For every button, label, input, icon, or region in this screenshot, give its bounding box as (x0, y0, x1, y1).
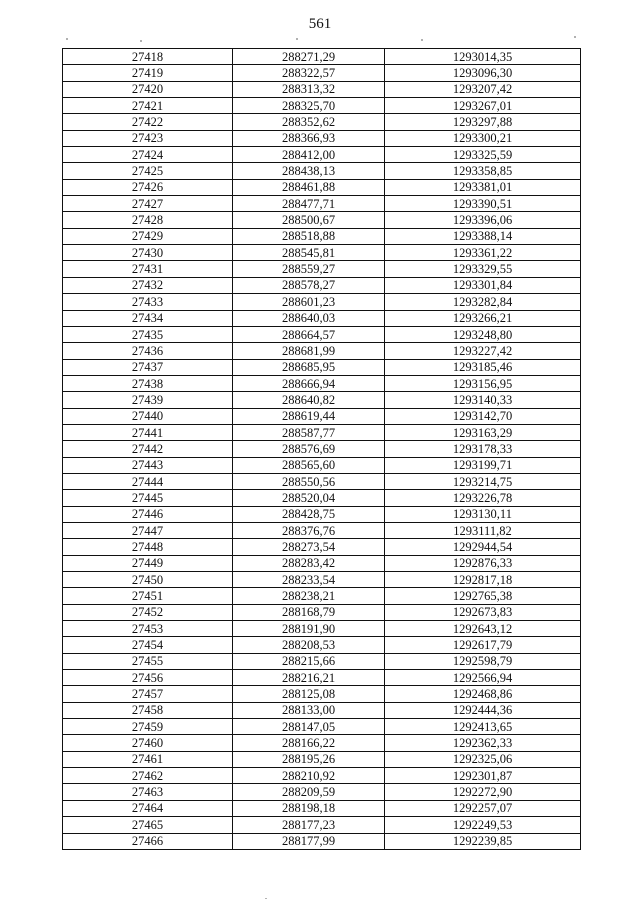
point-number-cell: 27446 (63, 506, 233, 522)
x-coordinate-cell: 288587,77 (233, 424, 385, 440)
table-row (63, 49, 581, 65)
y-coordinate-cell: 1292566,94 (385, 670, 581, 686)
point-number-cell: 27426 (63, 179, 233, 195)
table-row (63, 359, 581, 375)
x-coordinate-cell: 288550,56 (233, 473, 385, 489)
y-coordinate-cell: 1293178,33 (385, 441, 581, 457)
x-coordinate-cell: 288147,05 (233, 719, 385, 735)
point-number-cell: 27440 (63, 408, 233, 424)
y-coordinate-cell: 1293358,85 (385, 163, 581, 179)
x-coordinate-cell: 288352,62 (233, 114, 385, 130)
x-coordinate-cell: 288271,29 (233, 49, 385, 65)
y-coordinate-cell: 1292257,07 (385, 800, 581, 816)
table-row (63, 424, 581, 440)
table-row (63, 277, 581, 293)
y-coordinate-cell: 1292876,33 (385, 555, 581, 571)
x-coordinate-cell: 288685,95 (233, 359, 385, 375)
y-coordinate-cell: 1293226,78 (385, 490, 581, 506)
table-row (63, 621, 581, 637)
y-coordinate-cell: 1292598,79 (385, 653, 581, 669)
point-number-cell: 27455 (63, 653, 233, 669)
table-row (63, 604, 581, 620)
table-row (63, 686, 581, 702)
table-row (63, 572, 581, 588)
x-coordinate-cell: 288518,88 (233, 228, 385, 244)
point-number-cell: 27427 (63, 196, 233, 212)
scan-speck (66, 38, 68, 40)
table-row (63, 490, 581, 506)
table-row (63, 833, 581, 849)
y-coordinate-cell: 1293381,01 (385, 179, 581, 195)
y-coordinate-cell: 1293214,75 (385, 473, 581, 489)
y-coordinate-cell: 1293096,30 (385, 65, 581, 81)
point-number-cell: 27420 (63, 81, 233, 97)
y-coordinate-cell: 1293266,21 (385, 310, 581, 326)
x-coordinate-cell: 288233,54 (233, 572, 385, 588)
point-number-cell: 27436 (63, 343, 233, 359)
y-coordinate-cell: 1293325,59 (385, 147, 581, 163)
point-number-cell: 27452 (63, 604, 233, 620)
y-coordinate-cell: 1292413,65 (385, 719, 581, 735)
x-coordinate-cell: 288125,08 (233, 686, 385, 702)
x-coordinate-cell: 288238,21 (233, 588, 385, 604)
table-row (63, 751, 581, 767)
x-coordinate-cell: 288461,88 (233, 179, 385, 195)
table-row (63, 670, 581, 686)
point-number-cell: 27434 (63, 310, 233, 326)
y-coordinate-cell: 1293227,42 (385, 343, 581, 359)
y-coordinate-cell: 1292249,53 (385, 817, 581, 833)
y-coordinate-cell: 1293361,22 (385, 245, 581, 261)
y-coordinate-cell: 1292617,79 (385, 637, 581, 653)
table-row (63, 98, 581, 114)
table-row (63, 588, 581, 604)
point-number-cell: 27437 (63, 359, 233, 375)
y-coordinate-cell: 1292444,36 (385, 702, 581, 718)
x-coordinate-cell: 288313,32 (233, 81, 385, 97)
point-number-cell: 27444 (63, 473, 233, 489)
x-coordinate-cell: 288325,70 (233, 98, 385, 114)
point-number-cell: 27449 (63, 555, 233, 571)
point-number-cell: 27459 (63, 719, 233, 735)
table-row (63, 653, 581, 669)
point-number-cell: 27442 (63, 441, 233, 457)
table-row (63, 784, 581, 800)
y-coordinate-cell: 1292272,90 (385, 784, 581, 800)
x-coordinate-cell: 288428,75 (233, 506, 385, 522)
table-row (63, 522, 581, 538)
scan-speck (421, 39, 423, 41)
y-coordinate-cell: 1292239,85 (385, 833, 581, 849)
scan-speck (140, 40, 142, 42)
table-row (63, 212, 581, 228)
table-row (63, 179, 581, 195)
table-row (63, 539, 581, 555)
point-number-cell: 27421 (63, 98, 233, 114)
y-coordinate-cell: 1293111,82 (385, 522, 581, 538)
point-number-cell: 27435 (63, 326, 233, 342)
x-coordinate-cell: 288578,27 (233, 277, 385, 293)
y-coordinate-cell: 1293267,01 (385, 98, 581, 114)
x-coordinate-cell: 288545,81 (233, 245, 385, 261)
x-coordinate-cell: 288520,04 (233, 490, 385, 506)
x-coordinate-cell: 288438,13 (233, 163, 385, 179)
table-row (63, 702, 581, 718)
x-coordinate-cell: 288208,53 (233, 637, 385, 653)
x-coordinate-cell: 288565,60 (233, 457, 385, 473)
point-number-cell: 27422 (63, 114, 233, 130)
x-coordinate-cell: 288619,44 (233, 408, 385, 424)
x-coordinate-cell: 288500,67 (233, 212, 385, 228)
y-coordinate-cell: 1293014,35 (385, 49, 581, 65)
point-number-cell: 27443 (63, 457, 233, 473)
table-row (63, 245, 581, 261)
table-row (63, 457, 581, 473)
y-coordinate-cell: 1292944,54 (385, 539, 581, 555)
table-row (63, 735, 581, 751)
table-row (63, 375, 581, 391)
x-coordinate-cell: 288664,57 (233, 326, 385, 342)
point-number-cell: 27418 (63, 49, 233, 65)
y-coordinate-cell: 1293142,70 (385, 408, 581, 424)
x-coordinate-cell: 288177,99 (233, 833, 385, 849)
x-coordinate-cell: 288640,82 (233, 392, 385, 408)
y-coordinate-cell: 1292468,86 (385, 686, 581, 702)
point-number-cell: 27460 (63, 735, 233, 751)
x-coordinate-cell: 288576,69 (233, 441, 385, 457)
table-row (63, 768, 581, 784)
table-row (63, 163, 581, 179)
point-number-cell: 27425 (63, 163, 233, 179)
x-coordinate-cell: 288133,00 (233, 702, 385, 718)
y-coordinate-cell: 1293396,06 (385, 212, 581, 228)
point-number-cell: 27466 (63, 833, 233, 849)
x-coordinate-cell: 288191,90 (233, 621, 385, 637)
point-number-cell: 27463 (63, 784, 233, 800)
x-coordinate-cell: 288216,21 (233, 670, 385, 686)
table-row (63, 506, 581, 522)
y-coordinate-cell: 1293207,42 (385, 81, 581, 97)
x-coordinate-cell: 288177,23 (233, 817, 385, 833)
x-coordinate-cell: 288412,00 (233, 147, 385, 163)
point-number-cell: 27462 (63, 768, 233, 784)
x-coordinate-cell: 288283,42 (233, 555, 385, 571)
scan-speck (574, 36, 576, 38)
point-number-cell: 27424 (63, 147, 233, 163)
point-number-cell: 27461 (63, 751, 233, 767)
table-row (63, 408, 581, 424)
coordinates-table-body (63, 49, 581, 850)
y-coordinate-cell: 1292765,38 (385, 588, 581, 604)
table-row (63, 114, 581, 130)
y-coordinate-cell: 1293297,88 (385, 114, 581, 130)
x-coordinate-cell: 288209,59 (233, 784, 385, 800)
table-row (63, 261, 581, 277)
table-row (63, 147, 581, 163)
table-row (63, 310, 581, 326)
x-coordinate-cell: 288210,92 (233, 768, 385, 784)
x-coordinate-cell: 288681,99 (233, 343, 385, 359)
y-coordinate-cell: 1293156,95 (385, 375, 581, 391)
point-number-cell: 27430 (63, 245, 233, 261)
scan-speck (296, 38, 298, 40)
point-number-cell: 27456 (63, 670, 233, 686)
point-number-cell: 27458 (63, 702, 233, 718)
y-coordinate-cell: 1293282,84 (385, 294, 581, 310)
y-coordinate-cell: 1293301,84 (385, 277, 581, 293)
y-coordinate-cell: 1293185,46 (385, 359, 581, 375)
point-number-cell: 27419 (63, 65, 233, 81)
point-number-cell: 27451 (63, 588, 233, 604)
point-number-cell: 27438 (63, 375, 233, 391)
point-number-cell: 27457 (63, 686, 233, 702)
point-number-cell: 27439 (63, 392, 233, 408)
point-number-cell: 27465 (63, 817, 233, 833)
scan-speck (265, 898, 267, 899)
y-coordinate-cell: 1292301,87 (385, 768, 581, 784)
point-number-cell: 27445 (63, 490, 233, 506)
x-coordinate-cell: 288601,23 (233, 294, 385, 310)
point-number-cell: 27450 (63, 572, 233, 588)
point-number-cell: 27464 (63, 800, 233, 816)
x-coordinate-cell: 288168,79 (233, 604, 385, 620)
x-coordinate-cell: 288322,57 (233, 65, 385, 81)
y-coordinate-cell: 1293248,80 (385, 326, 581, 342)
point-number-cell: 27453 (63, 621, 233, 637)
table-row (63, 81, 581, 97)
y-coordinate-cell: 1292817,18 (385, 572, 581, 588)
table-row (63, 555, 581, 571)
x-coordinate-cell: 288195,26 (233, 751, 385, 767)
x-coordinate-cell: 288215,66 (233, 653, 385, 669)
table-row (63, 294, 581, 310)
y-coordinate-cell: 1293390,51 (385, 196, 581, 212)
table-row (63, 473, 581, 489)
table-row (63, 130, 581, 146)
point-number-cell: 27431 (63, 261, 233, 277)
y-coordinate-cell: 1292362,33 (385, 735, 581, 751)
point-number-cell: 27454 (63, 637, 233, 653)
y-coordinate-cell: 1292643,12 (385, 621, 581, 637)
table-row (63, 196, 581, 212)
y-coordinate-cell: 1293130,11 (385, 506, 581, 522)
x-coordinate-cell: 288376,76 (233, 522, 385, 538)
x-coordinate-cell: 288666,94 (233, 375, 385, 391)
y-coordinate-cell: 1292325,06 (385, 751, 581, 767)
y-coordinate-cell: 1293163,29 (385, 424, 581, 440)
y-coordinate-cell: 1293388,14 (385, 228, 581, 244)
y-coordinate-cell: 1293140,33 (385, 392, 581, 408)
y-coordinate-cell: 1293329,55 (385, 261, 581, 277)
x-coordinate-cell: 288640,03 (233, 310, 385, 326)
table-row (63, 800, 581, 816)
y-coordinate-cell: 1292673,83 (385, 604, 581, 620)
x-coordinate-cell: 288559,27 (233, 261, 385, 277)
point-number-cell: 27447 (63, 522, 233, 538)
x-coordinate-cell: 288273,54 (233, 539, 385, 555)
point-number-cell: 27428 (63, 212, 233, 228)
table-row (63, 343, 581, 359)
y-coordinate-cell: 1293199,71 (385, 457, 581, 473)
point-number-cell: 27433 (63, 294, 233, 310)
y-coordinate-cell: 1293300,21 (385, 130, 581, 146)
table-row (63, 817, 581, 833)
table-row (63, 441, 581, 457)
point-number-cell: 27441 (63, 424, 233, 440)
table-row (63, 637, 581, 653)
point-number-cell: 27423 (63, 130, 233, 146)
page-number: 561 (308, 16, 332, 32)
table-row (63, 326, 581, 342)
table-row (63, 719, 581, 735)
x-coordinate-cell: 288366,93 (233, 130, 385, 146)
x-coordinate-cell: 288477,71 (233, 196, 385, 212)
coordinates-table (62, 48, 581, 850)
x-coordinate-cell: 288198,18 (233, 800, 385, 816)
point-number-cell: 27432 (63, 277, 233, 293)
point-number-cell: 27429 (63, 228, 233, 244)
x-coordinate-cell: 288166,22 (233, 735, 385, 751)
table-row (63, 392, 581, 408)
table-row (63, 228, 581, 244)
table-row (63, 65, 581, 81)
point-number-cell: 27448 (63, 539, 233, 555)
